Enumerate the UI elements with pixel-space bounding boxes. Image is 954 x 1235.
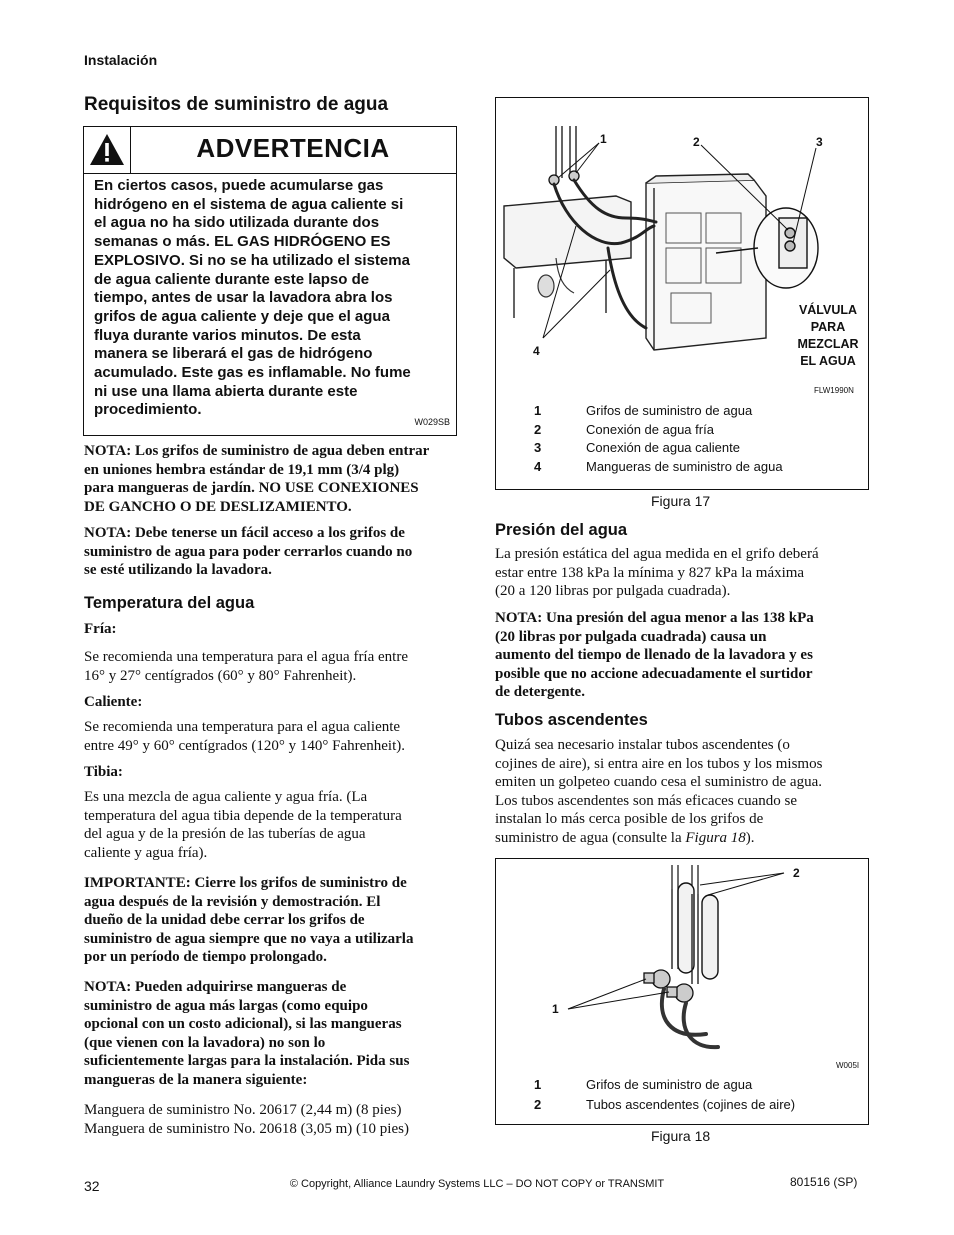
section-label: Instalación [84,52,158,68]
fig17-callout-2: 2 [693,135,700,149]
copyright-notice: © Copyright, Alliance Laundry Systems LLC – DO NOT COPY or TRANSMIT [289,1178,665,1190]
fig17-code: FLW1990N [814,386,854,395]
fig18-legend [534,1075,854,1114]
cold-label: Fría: [84,621,117,637]
note-longer-hoses: NOTA: Pueden adquirirse mangueras de suministro de agua más largas (como equipo opcional con un costo adicional), si las mangueras (que vienen con la lavadora) no son lo suficientemente largas para la instalación. Pida sus mangueras de la manera siguiente: [84,979,410,1088]
legend-row: 1 Grifos de suministro de agua [534,1077,753,1092]
hot-label: Caliente: [84,694,143,710]
legend-row: 1 Grifos de suministro de agua [534,403,753,418]
fig18-code: W005I [836,1061,860,1070]
hot-text: Se recomienda una temperatura para el agua caliente entre 49° y 60° centígrados (120° y 140° Fahrenheit). [84,719,405,754]
warning-title: ADVERTENCIA [196,133,390,163]
pressure-text: La presión estática del agua medida en el grifo deberá estar entre 138 kPa la mínima y 827 kPa la máxima (20 a 120 libras por pulgada cuadrada). [495,546,819,599]
fig17-caption: Figura 17 [651,493,711,509]
fig18-callout-1: 1 [552,1002,559,1016]
cold-text: Se recomienda una temperatura para el agua fría entre 16° y 27° centígrados (60° y 80° Fahrenheit). [84,649,408,684]
figure-18 [495,858,869,1125]
fig17-valve-label: VÁLVULA PARA MEZCLAR EL AGUA [797,303,859,368]
heading-water-pressure: Presión del agua [495,521,628,539]
fig17-callout-4: 4 [533,344,540,358]
warning-header [84,127,456,174]
document-number: 801516 (SP) [790,1175,858,1189]
legend-row: 2 Conexión de agua fría [534,421,714,437]
page-number: 32 [84,1178,100,1194]
figure-17 [495,97,869,490]
fig18-callout-2: 2 [793,866,800,880]
warm-text: Es una mezcla de agua caliente y agua fría. (La temperatura del agua tibia depende de la temperatura del agua y de la presión de las tuberías de agua caliente y agua fría). [84,789,402,861]
note-faucet-fittings: NOTA: Los grifos de suministro de agua deben entrar en uniones hembra estándar de 19,1 mm (3/4 plg) para mangueras de jardín. NO USE CONEXIONES DE GANCHO O DE DESLIZAMIENTO. [84,443,430,515]
note-faucet-access: NOTA: Debe tenerse un fácil acceso a los grifos de suministro de agua para poder cerrarlos cuando no se esté utilizando la lavadora. [84,525,413,578]
heading-standpipes: Tubos ascendentes [495,711,648,729]
fig17-callout-1: 1 [600,132,607,146]
warning-text: En ciertos casos, puede acumularse gas hidrógeno en el sistema de agua caliente si el agua no ha sido utilizada durante dos semanas o más. EL GAS HIDRÓGENO ES EXPLOSIVO. Si no se ha utilizado el sistema de agua caliente durante este lapso de tiempo, antes de usar la lavadora abra los grifos de agua caliente y deje que el agua fluya durante varios minutos. De esta manera se liberará el gas de hidrógeno acumulado. Este gas es inflamable. No fume ni use una llama abierta durante este procedimiento. [94,177,411,419]
figure-18-illustration [496,859,868,1074]
warning-code: W029SB [414,417,450,427]
legend-row: 4 Mangueras de suministro de agua [534,459,783,475]
warm-label: Tibia: [84,764,123,780]
legend-row: 2 Tubos ascendentes (cojines de aire) [534,1096,796,1112]
figure-18-reference: Figura 18 [685,829,746,846]
standpipes-text: Quizá sea necesario instalar tubos ascendentes (o cojines de aire), si entra aire en los tubos y los mismos emiten un golpeteo cuando cesa el suministro de agua. Los tubos ascendentes son más eficaces cuando se instalan lo más cerca posible de los grifos de suministro de agua (consulte la Figura 18). [495,737,823,846]
heading-water-temperature: Temperatura del agua [84,594,255,612]
hose-part-10ft: Manguera de suministro No. 20618 (3,05 m) (10 pies) [84,1120,409,1137]
hose-part-list [84,1101,464,1138]
fig17-legend [534,402,854,477]
warning-triangle-icon [84,127,131,173]
legend-row: 3 Conexión de agua caliente [534,440,740,456]
fig18-caption: Figura 18 [651,1128,711,1144]
fig17-callout-3: 3 [816,135,823,149]
page-title: Requisitos de suministro de agua [84,94,389,115]
warning-box [83,126,457,436]
important-note: IMPORTANTE: Cierre los grifos de suministro de agua después de la revisión y demostración. El dueño de la unidad debe cerrar los grifos de suministro de agua siempre que no vaya a utilizarla por un período de tiempo prolongado. [84,875,414,965]
hose-part-8ft: Manguera de suministro No. 20617 (2,44 m) (8 pies) [84,1102,402,1118]
note-low-pressure: NOTA: Una presión del agua menor a las 138 kPa (20 libras por pulgada cuadrada) causa un aumento del tiempo de llenado de la lavadora y es posible que no accione adecuadamente el surtidor de detergente. [495,610,814,700]
